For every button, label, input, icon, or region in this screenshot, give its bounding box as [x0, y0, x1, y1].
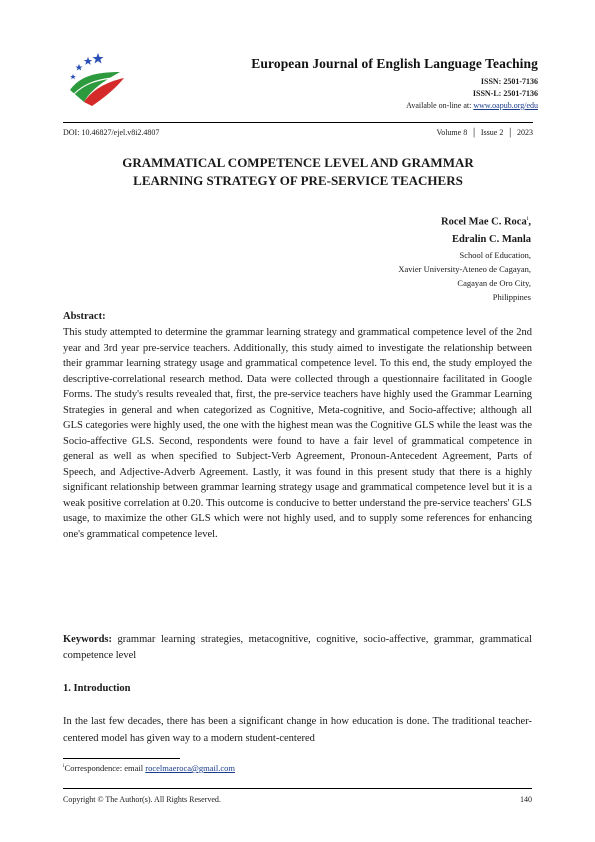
separator: │: [471, 128, 477, 137]
title-line: LEARNING STRATEGY OF PRE-SERVICE TEACHERS: [133, 173, 463, 188]
article-meta-bar: [63, 122, 533, 142]
title-line: GRAMMATICAL COMPETENCE LEVEL AND GRAMMAR: [122, 155, 474, 170]
volume: Volume 8: [436, 128, 468, 137]
issn-l: ISSN-L: 2501-7136: [472, 89, 538, 98]
abstract-text: This study attempted to determine the grammar learning strategy and grammatical competence level of the 2nd year and 3rd year pre-service teachers. Additionally, this study aimed to investigate the relationship between their grammar learning strategy usage and grammatical competence level. To this end, the study employed the descriptive-correlational research method. Data were collected through a questionnaire facilitated in Google Forms. The study's results revealed that, first, the pre-service teachers have highly used the Grammar Learning Strategies in general and when categorized as Cognitive, Meta-cognitive, and Socio-affective; although all GLS categories were highly used, the one with the highest mean was the Cognitive GLS while the least was the Socio-affective GLS. Second, respondents were found to have a fair level of grammatical competence in general as well as when specified to Subject-Verb Agreement, Pronoun-Antecedent Agreement, Parts of Speech, and Adjective-Adverb Agreement. Lastly, it was found in this present study that there is a highly significant relationship between grammar learning strategy usage and grammatical competence level but it is a weak positive correlation at 0.20. This outcome is conducive to better understand the pre-service teachers' GLS usage, to maximize the other GLS which were not highly used, and to supply some references for enhancing one's grammatical competence level.: [63, 327, 532, 540]
author-comma: ,: [528, 216, 531, 228]
section-heading: 1. Introduction: [63, 683, 131, 694]
keywords: [63, 632, 532, 663]
journal-url-link[interactable]: www.oapub.org/edu: [473, 101, 538, 110]
author-name: [398, 211, 531, 231]
journal-title: European Journal of English Language Teaching: [251, 56, 538, 71]
authors-block: [398, 211, 531, 304]
footnote: [63, 763, 235, 773]
article-title: [63, 154, 533, 190]
doi: DOI: 10.46827/ejel.v8i2.4807: [63, 128, 160, 137]
year: 2023: [517, 128, 533, 137]
affiliation-line: Philippines: [492, 291, 531, 302]
affiliation-line: Xavier University-Ateneo de Cagayan,: [398, 263, 531, 274]
separator: │: [507, 128, 513, 137]
page-footer: [63, 788, 532, 804]
abstract-heading: Abstract:: [63, 311, 106, 322]
online-label: Available on-line at:: [406, 101, 474, 110]
footnote-mark: i: [63, 763, 65, 770]
page-number: 140: [520, 795, 532, 804]
email-link[interactable]: rocelmaeroca@gmail.com: [145, 763, 235, 773]
affiliation-line: School of Education,: [459, 249, 531, 260]
copyright: Copyright © The Author(s). All Rights Reserved.: [63, 795, 221, 804]
keywords-label: Keywords:: [63, 634, 112, 645]
introduction-text: In the last few decades, there has been a significant change in how education is done. The traditional teacher-centered model has given way to a modern student-centered: [63, 716, 532, 744]
author-name: Edralin C. Manla: [451, 233, 531, 245]
footnote-mark: i: [526, 216, 529, 222]
footnote-label: Correspondence: email: [64, 763, 146, 773]
affiliation-line: Cagayan de Oro City,: [457, 277, 531, 288]
author-1: Rocel Mae C. Roca: [440, 216, 527, 228]
volume-issue-year: [436, 128, 533, 137]
journal-logo-icon: [62, 50, 130, 110]
issn: ISSN: 2501-7136: [480, 77, 538, 86]
online-availability: [251, 100, 538, 112]
journal-header: [251, 56, 538, 112]
footnote-divider: [63, 758, 180, 759]
issue: Issue 2: [480, 128, 504, 137]
keywords-text: grammar learning strategies, metacognitive, cognitive, socio-affective, grammar, grammatical competence level: [63, 634, 532, 661]
